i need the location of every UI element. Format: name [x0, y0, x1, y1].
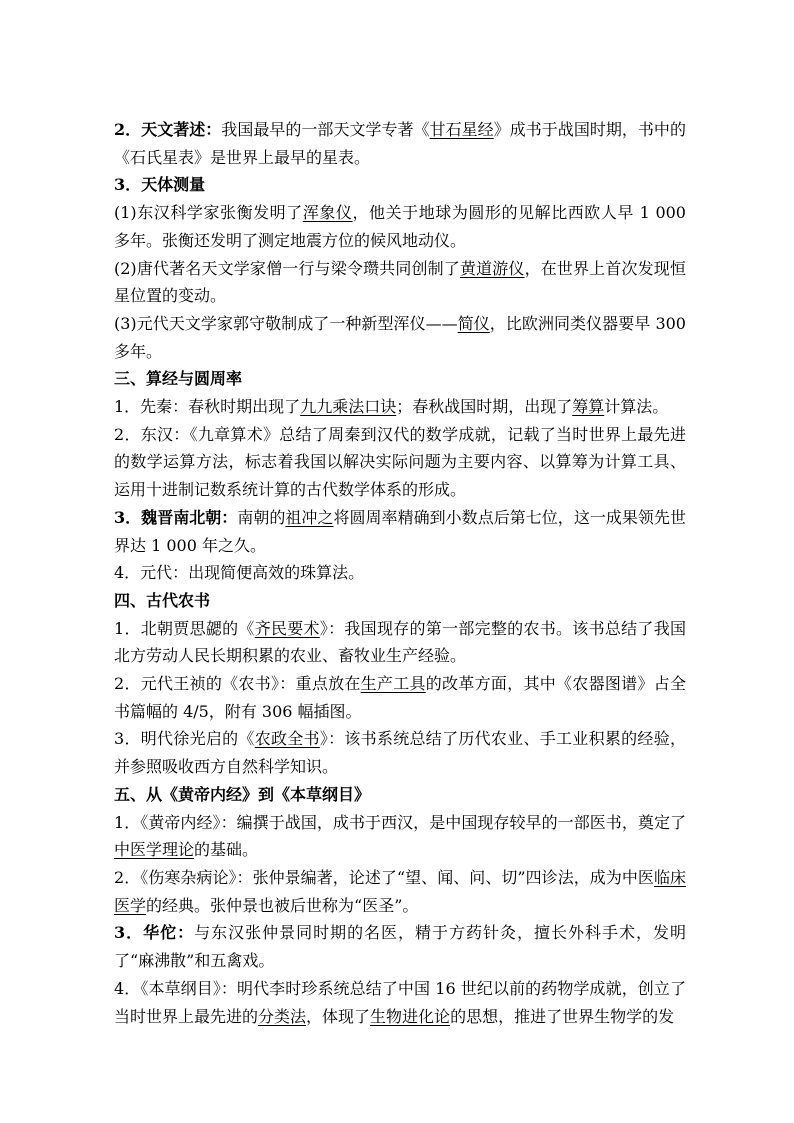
- text-run: 的基础。: [194, 840, 259, 860]
- bold-heading-text: 五、从《黄帝内经》到《本草纲目》: [114, 784, 371, 804]
- text-run: (1)东汉科学家张衡发明了: [114, 203, 303, 223]
- text-run: ，比欧洲同类仪器要早 300 多年。: [114, 313, 686, 361]
- underlined-term: 甘石星经: [429, 120, 494, 139]
- paragraph: [114, 864, 686, 919]
- paragraph: [114, 310, 686, 365]
- paragraph: [114, 809, 686, 864]
- paragraph: [114, 559, 686, 587]
- underlined-term: 分类法: [258, 1006, 307, 1026]
- text-run: (2)唐代著名天文学家僧一行与梁令瓒共同创制了: [114, 258, 460, 278]
- text-run: 4．元代：出现简便高效的珠算法。: [114, 563, 365, 583]
- paragraph: [114, 116, 686, 171]
- paragraph: [114, 615, 686, 670]
- bold-heading-text: 3．天体测量: [114, 175, 206, 195]
- text-run: 1．先秦：春秋时期出现了: [114, 397, 301, 417]
- text-run: 与东汉张仲景同时期的名医，精于方药针灸，擅长外科手术，发明了“麻沸散”和五禽戏。: [114, 923, 686, 971]
- text-run: ，他关于地球为圆形的见解比西欧人早 1 000 多年。张衡还发明了测定地震方位的候风地动仪。: [114, 203, 686, 250]
- paragraph: [114, 781, 686, 809]
- paragraph: [114, 919, 686, 974]
- bold-heading-text: 三、算经与圆周率: [114, 369, 243, 389]
- bold-heading-text: 四、古代农书: [114, 590, 211, 610]
- underlined-term: 祖冲之: [285, 507, 334, 527]
- text-run: ；春秋战国时期，出现了: [396, 397, 573, 417]
- underlined-term: 浑象仪: [302, 203, 353, 223]
- paragraph: [114, 587, 686, 615]
- underlined-term: 农政全书: [254, 729, 320, 749]
- underlined-term: 生物进化论: [370, 1006, 451, 1026]
- text-run: 计算法。: [604, 397, 669, 417]
- underlined-term: 简仪: [457, 313, 490, 333]
- text-run: 1．北朝贾思勰的《: [114, 618, 255, 638]
- paragraph: [114, 199, 686, 254]
- text-run: 2．东汉：《九章算术》总结了周秦到汉代的数学成就，记载了当时世界上最先进的数学运算方法，标志着我国以解决实际问题为主要内容、以算筹为计算工具、运用十进制记数系统计算的古代数学体系的形成。: [114, 424, 686, 500]
- underlined-term: 九九乘法口诀: [300, 397, 397, 417]
- underlined-term: 黄道游仪: [459, 258, 525, 278]
- paragraph: [114, 255, 686, 310]
- document-body: [114, 116, 686, 1030]
- paragraph: [114, 171, 686, 199]
- text-run: 南朝的: [237, 507, 286, 527]
- paragraph: [114, 504, 686, 559]
- text-run: 的经典。张仲景也被后世称为“医圣”。: [146, 895, 419, 915]
- text-run: (3)元代天文学家郭守敬制成了一种新型浑仪——: [114, 313, 458, 333]
- text-run: 》：我国现存的第一部完整的农书。该书总结了我国北方劳动人民长期积累的农业、畜牧业生产经验。: [114, 618, 686, 666]
- bold-heading-text: 2．天文著述：: [114, 120, 222, 139]
- text-run: ，在世界上首次发现恒星位置的变动。: [114, 258, 686, 306]
- text-run: 2．《伤寒杂病论》：张仲景编著，论述了“望、闻、问、切”四诊法，成为中医: [114, 867, 654, 887]
- underlined-term: 临床医学: [114, 867, 686, 915]
- paragraph: [114, 670, 686, 725]
- text-run: ，体现了: [306, 1006, 371, 1026]
- bold-heading-text: 3．魏晋南北朝：: [114, 507, 238, 527]
- text-run: 》成书于战国时期，书中的《石氏星表》是世界上最早的星表。: [114, 120, 686, 167]
- text-run: 2．元代王祯的《农书》：重点放在: [114, 674, 361, 694]
- underlined-term: 生产工具: [360, 674, 426, 694]
- paragraph: [114, 975, 686, 1030]
- text-run: 的思想，推进了世界生物学的发: [450, 1006, 675, 1026]
- paragraph: [114, 365, 686, 393]
- paragraph: [114, 725, 686, 780]
- text-run: 我国最早的一部天文学专著《: [221, 120, 430, 139]
- paragraph: [114, 421, 686, 504]
- text-run: 的改革方面，其中《农器图谱》占全书篇幅的 4/5，附有 306 幅插图。: [114, 674, 686, 721]
- text-run: 》：该书系统总结了历代农业、手工业积累的经验，并参照吸收西方自然科学知识。: [114, 729, 686, 777]
- underlined-term: 中医学理论: [114, 840, 195, 860]
- text-run: 1．《黄帝内经》：编撰于战国，成书于西汉，是中国现存较早的一部医书，奠定了: [114, 812, 686, 832]
- underlined-term: 齐民要术: [254, 618, 320, 638]
- text-run: 将圆周率精确到小数点后第七位，这一成果领先世界达 1 000 年之久。: [114, 507, 686, 555]
- text-run: 3．明代徐光启的《: [114, 729, 255, 749]
- underlined-term: 筹算: [572, 397, 605, 417]
- bold-heading-text: 3．华佗：: [114, 923, 195, 943]
- text-run: 4．《本草纲目》：明代李时珍系统总结了中国 16 世纪以前的药物学成就，创立了当时世界上最先进的: [114, 978, 686, 1026]
- paragraph: [114, 393, 686, 421]
